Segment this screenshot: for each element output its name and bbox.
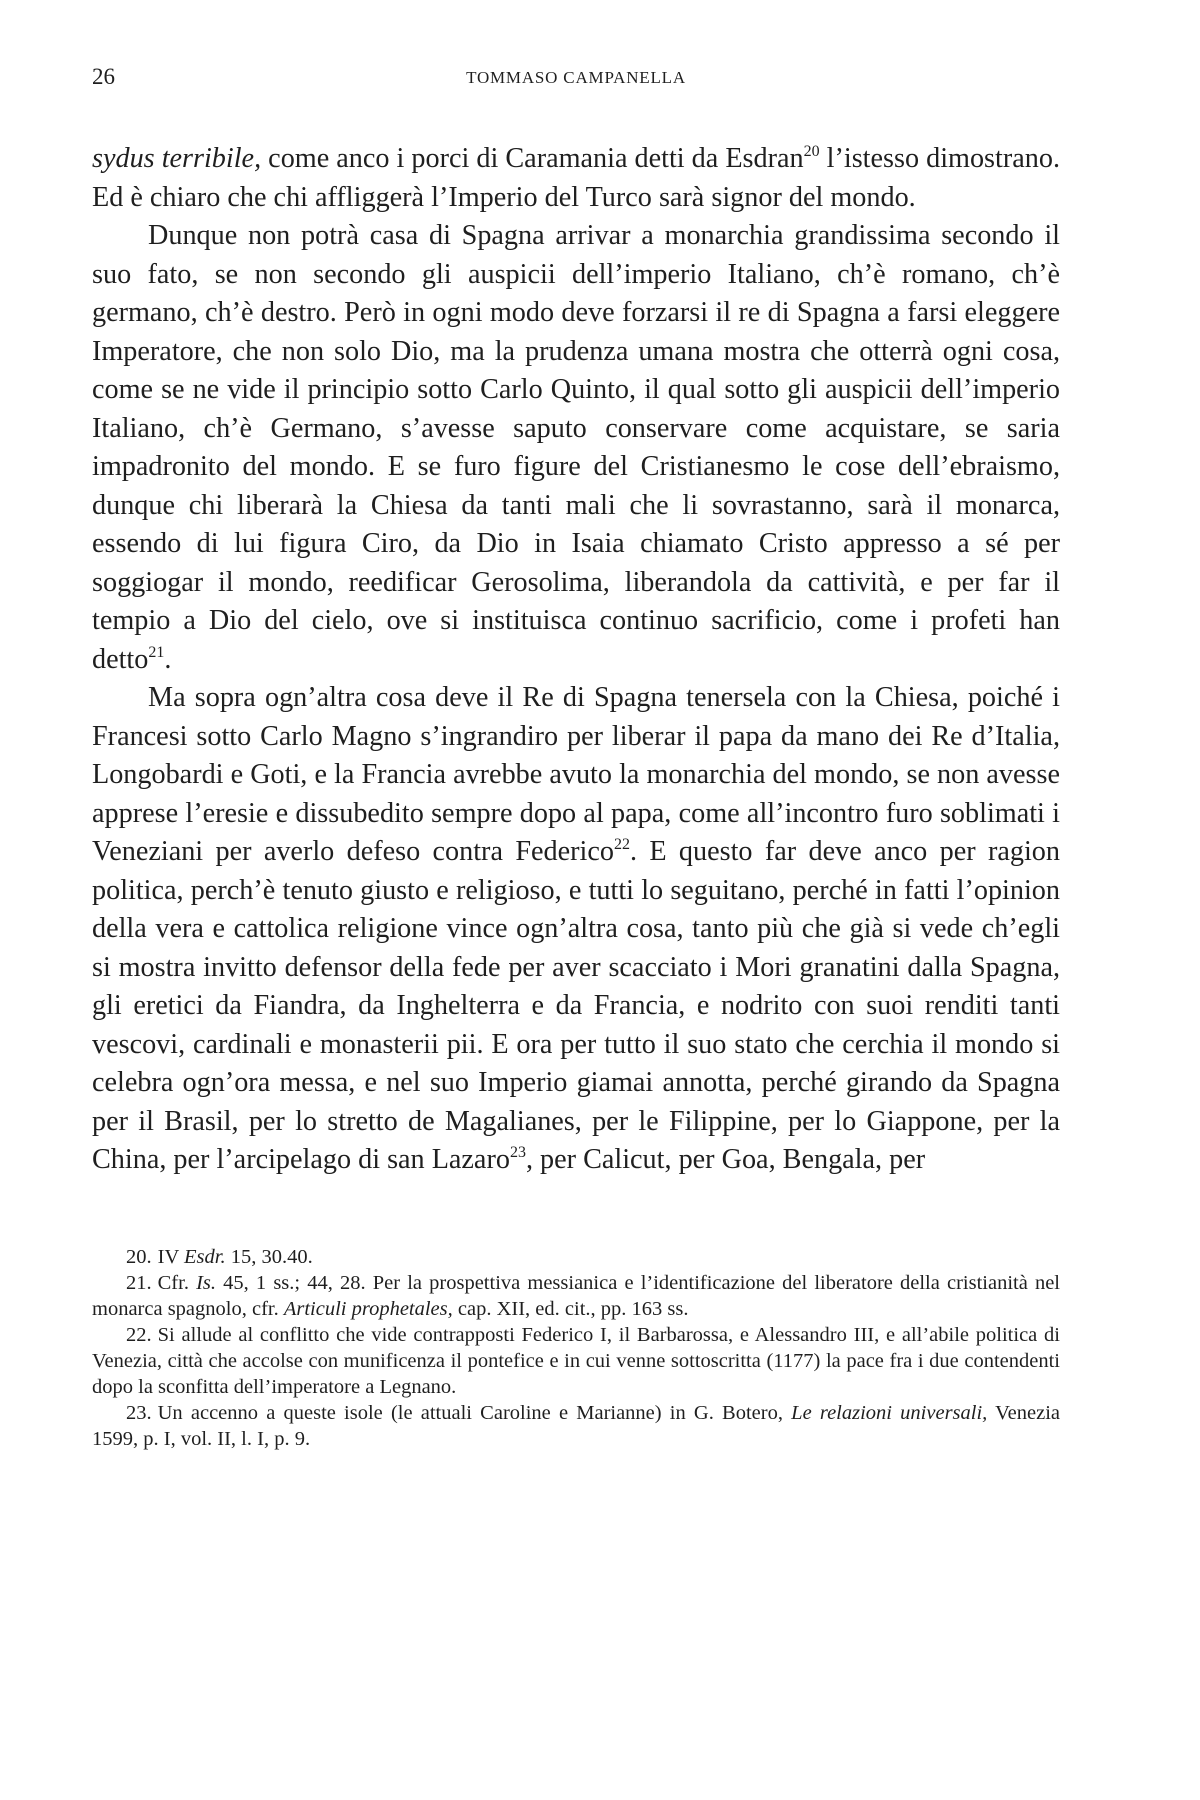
book-page: [92, 64, 1060, 1452]
footnote-ref-21: 21: [148, 643, 165, 661]
paragraph-text: come anco i porci di Caramania detti da Esdran: [261, 143, 804, 174]
footnote-20: [92, 1244, 1060, 1270]
paragraph-2: [92, 217, 1060, 679]
footnote-italic: Is.: [196, 1271, 217, 1294]
paragraph-text: Ma sopra ogn’altra cosa deve il Re di Spagna tenersela con la Chiesa, poiché i Francesi sotto Carlo Magno s’ingrandiro per liberar il papa da mano dei Re d’Italia, Longobardi e Goti, e la Francia avrebbe avuto la monarchia del mondo, se non avesse apprese l’eresie e dissubedito sempre dopo al papa, come all’incontro furo soblimati i Veneziani per averlo defeso contra Federico: [92, 682, 1060, 867]
footnote-italic: Esdr.: [184, 1245, 226, 1268]
paragraph-text: Dunque non potrà casa di Spagna arrivar a monarchia grandissima secondo il suo fato, se non secondo gli auspicii dell’imperio Italiano, ch’è romano, ch’è germano, ch’è destro. Però in ogni modo deve forzarsi il re di Spagna a farsi eleggere Imperatore, che non solo Dio, ma la prudenza umana mostra che otterrà ogni cosa, come se ne vide il principio sotto Carlo Quinto, il qual sotto gli auspicii dell’imperio Italiano, ch’è Germano, s’avesse saputo conservare come acquistare, se saria impadronito del mondo. E se furo figure del Cristianesmo le cose dell’ebraismo, dunque chi liberarà la Chiesa da tanti mali che li sovrastanno, sarà il monarca, essendo di lui figura Ciro, da Dio in Isaia chiamato Cristo appresso a sé per soggiogar il mondo, reedificar Gerosolima, liberandola da cattività, e per far il tempio a Dio del cielo, ove si instituisca continuo sacrificio, come i profeti han detto: [92, 220, 1060, 675]
paragraph-3: [92, 679, 1060, 1180]
footnote-22: [92, 1322, 1060, 1400]
footnote-italic: Le relazioni universali,: [791, 1401, 988, 1424]
footnote-text: Si allude al conflitto che vide contrapposti Federico I, il Barbarossa, e Alessandro III, e all’abile politica di Venezia, città che accolse con munificenza il pontefice e in cui venne sottoscritta (1177) la pace fra i due contendenti dopo la sconfitta dell’imperatore a Legnano.: [92, 1323, 1060, 1398]
paragraph-text: , per Calicut, per Goa, Bengala, per: [525, 1144, 926, 1175]
footnote-number: 22.: [126, 1323, 152, 1346]
footnote-ref-20: 20: [803, 143, 820, 160]
footnote-21: [92, 1270, 1060, 1322]
footnote-text: 45, 1 ss.; 44, 28. Per la prospettiva messianica e l’identificazione del liberatore della cristianità nel monarca spagnolo, cfr.: [92, 1271, 1060, 1320]
footnote-number: 23.: [126, 1401, 152, 1424]
footnote-text: cap. XII, ed. cit., pp. 163 ss.: [452, 1297, 689, 1320]
running-title: TOMMASO CAMPANELLA: [466, 68, 686, 87]
footnote-italic: Articuli prophetales,: [283, 1297, 453, 1320]
footnote-number: 21.: [126, 1271, 152, 1294]
main-text: [92, 140, 1060, 1180]
paragraph-text: .: [164, 643, 172, 675]
footnote-ref-23: 23: [509, 1144, 526, 1161]
page-number: 26: [92, 64, 115, 89]
footnote-ref-22: 22: [613, 836, 630, 853]
footnote-text: Un accenno a queste isole (le attuali Caroline e Marianne) in G. Botero,: [157, 1401, 792, 1424]
italic-phrase: sydus terribile,: [92, 143, 262, 174]
footnote-text: IV: [157, 1245, 185, 1268]
footnote-23: [92, 1400, 1060, 1452]
paragraph-1: [92, 140, 1060, 217]
paragraph-text: l’istesso dimostrano. Ed è chiaro che chi affliggerà l’Imperio del Turco sarà signor del mondo.: [92, 143, 1060, 213]
footnotes: [92, 1244, 1060, 1452]
footnote-text: 15, 30.40.: [225, 1245, 313, 1268]
footnote-text: Cfr.: [157, 1271, 197, 1294]
paragraph-text: . E questo far deve anco per ragion politica, perch’è tenuto giusto e religioso, e tutti lo seguitano, perché in fatti l’opinion della vera e cattolica religione vince ogn’altra cosa, tanto più che già si vede ch’egli si mostra invitto defensor della fede per aver scacciato i Mori granatini dalla Spagna, gli eretici da Fiandra, da Inghelterra e da Francia, e nodrito con suoi renditi tanti vescovi, cardinali e monasterii pii. E ora per tutto il suo stato che cerchia il mondo si celebra ogn’ora messa, e nel suo Imperio giamai annotta, perché girando da Spagna per il Brasil, per lo stretto de Magalianes, per le Filippine, per lo Giappone, per la China, per l’arcipelago di san Lazaro: [92, 836, 1060, 1175]
footnote-number: 20.: [126, 1245, 152, 1268]
running-head: [92, 64, 1060, 108]
footnote-text: Venezia 1599, p. I, vol. II, l. I, p. 9.: [92, 1401, 1060, 1450]
